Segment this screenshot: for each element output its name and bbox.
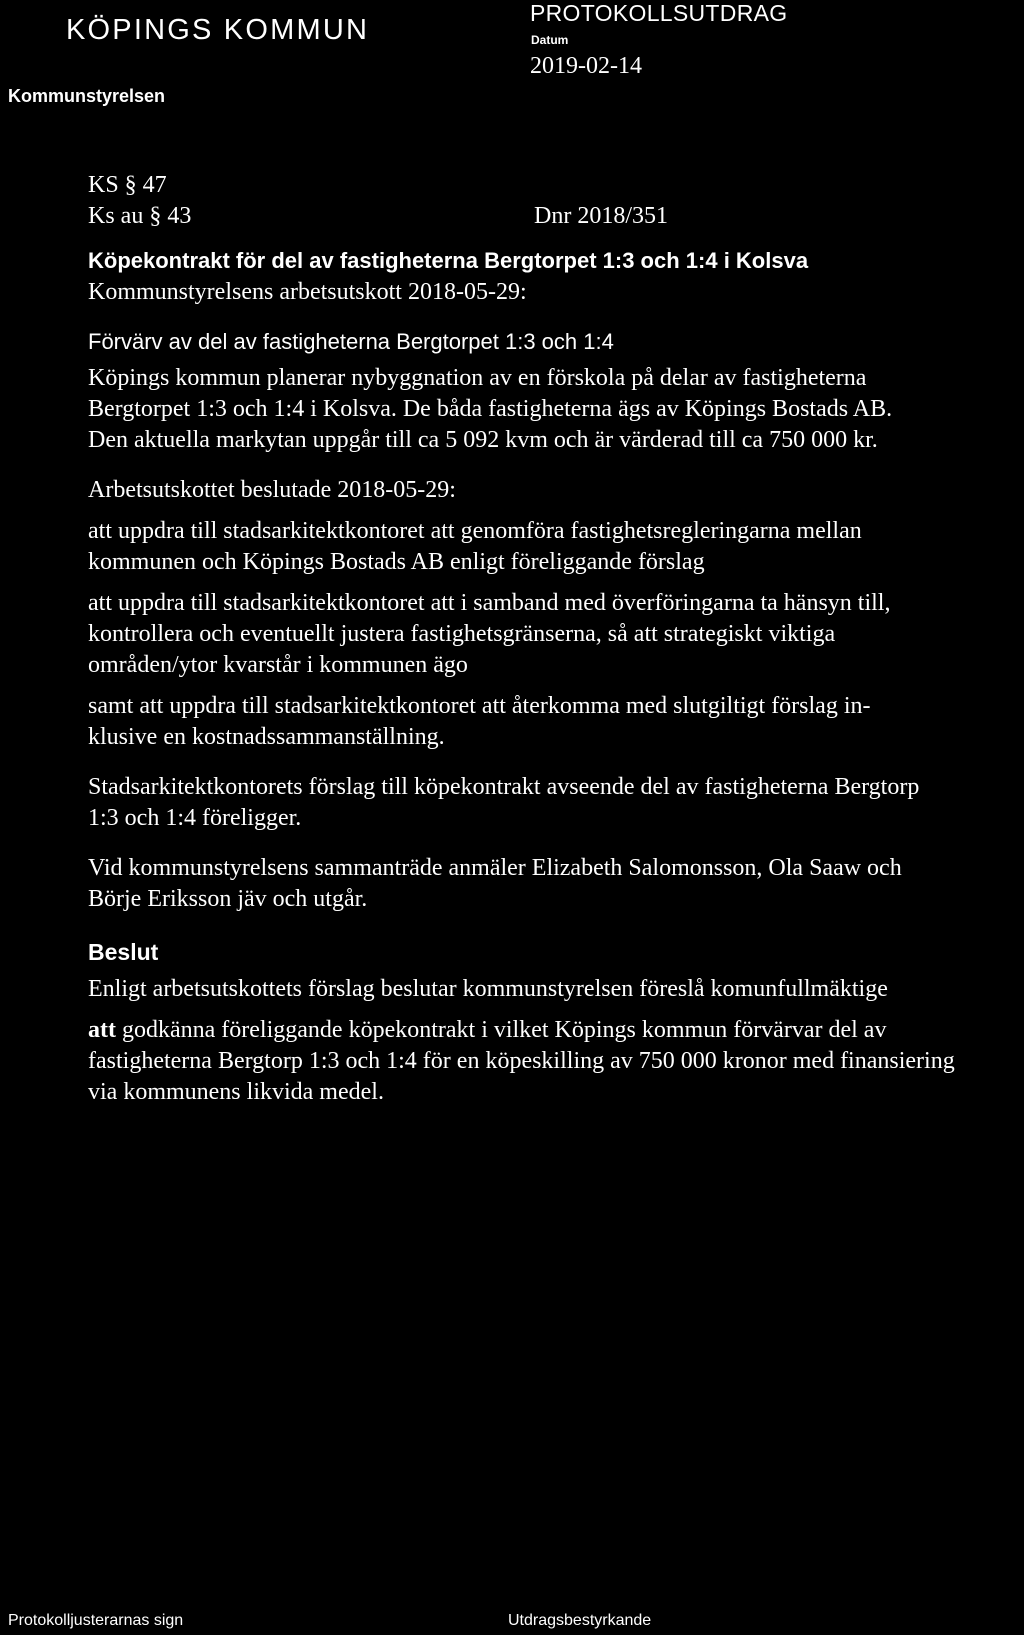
att-clause-1 <box>88 516 1024 578</box>
text-line: 1:3 och 1:4 föreligger. <box>88 805 302 831</box>
text-line: Stadsarkitektkontorets förslag till köpekontrakt avseende del av fastigheterna Bergtorp <box>88 774 920 800</box>
ksau-paragraph-ref: Ks au § 43 <box>88 203 192 229</box>
diary-number: Dnr 2018/351 <box>534 203 668 229</box>
paragraph-proposal <box>88 772 1024 834</box>
text-line: Börje Eriksson jäv och utgår. <box>88 886 368 912</box>
text-line: Köpings kommun planerar nybyggnation av en förskola på delar av fastigheterna <box>88 365 867 391</box>
text-line: samt att uppdra till stadsarkitektkontoret att återkomma med slutgiltigt förslag in- <box>88 693 871 719</box>
document-type: PROTOKOLLSUTDRAG <box>530 0 788 26</box>
att-keyword: att <box>88 1017 116 1043</box>
text-line: Bergtorpet 1:3 och 1:4 i Kolsva. De båda fastigheterna ägs av Köpings Bostads AB. <box>88 396 893 422</box>
footer-certification-label: Utdragsbestyrkande <box>508 1612 652 1629</box>
date-label: Datum <box>531 33 569 47</box>
board-name: Kommunstyrelsen <box>8 86 166 106</box>
document-body <box>88 248 1024 1108</box>
footer-signature-label: Protokolljusterarnas sign <box>8 1612 184 1629</box>
decided-line: Arbetsutskottet beslutade 2018-05-29: <box>88 477 456 503</box>
text-line: Vid kommunstyrelsens sammanträde anmäler Elizabeth Salomonsson, Ola Saaw och <box>88 855 902 881</box>
document-title: Köpekontrakt för del av fastigheterna Bergtorpet 1:3 och 1:4 i Kolsva <box>88 248 809 273</box>
text-line: fastigheterna Bergtorp 1:3 och 1:4 för en köpeskilling av 750 000 kronor med finansiering <box>88 1048 955 1074</box>
text-line: att uppdra till stadsarkitektkontoret att i samband med överföringarna ta hänsyn till, <box>88 590 891 616</box>
intro-line: Kommunstyrelsens arbetsutskott 2018-05-29: <box>88 279 527 305</box>
final-att-clause <box>88 1015 1024 1108</box>
att-clause-2 <box>88 588 1024 681</box>
text-line <box>88 1015 1024 1046</box>
text-line: områden/ytor kvarstår i kommunen ägo <box>88 652 468 678</box>
decision-heading: Beslut <box>88 939 159 965</box>
paragraph-background <box>88 363 1024 456</box>
text-line: Den aktuella markytan uppgår till ca 5 092 kvm och är värderad till ca 750 000 kr. <box>88 427 878 453</box>
text-line: klusive en kostnadssammanställning. <box>88 724 445 750</box>
subheading: Förvärv av del av fastigheterna Bergtorpet 1:3 och 1:4 <box>88 329 614 354</box>
text-line: kommunen och Köpings Bostads AB enligt föreliggande förslag <box>88 549 705 575</box>
text-line: kontrollera och eventuellt justera fastighetsgränserna, så att strategiskt viktiga <box>88 621 836 647</box>
paragraph-disqualification <box>88 853 1024 915</box>
municipality-name: KÖPINGS KOMMUN <box>66 14 370 46</box>
att-clause-3 <box>88 691 1024 753</box>
decision-text: Enligt arbetsutskottets förslag beslutar kommunstyrelsen föreslå komunfullmäktige <box>88 976 888 1002</box>
att-text: godkänna föreliggande köpekontrakt i vilket Köpings kommun förvärvar del av <box>121 1017 887 1043</box>
date-value: 2019-02-14 <box>530 53 642 79</box>
ks-paragraph-ref: KS § 47 <box>88 172 167 198</box>
text-line: att uppdra till stadsarkitektkontoret att genomföra fastighetsregleringarna mellan <box>88 518 862 544</box>
text-line: via kommunens likvida medel. <box>88 1079 384 1105</box>
